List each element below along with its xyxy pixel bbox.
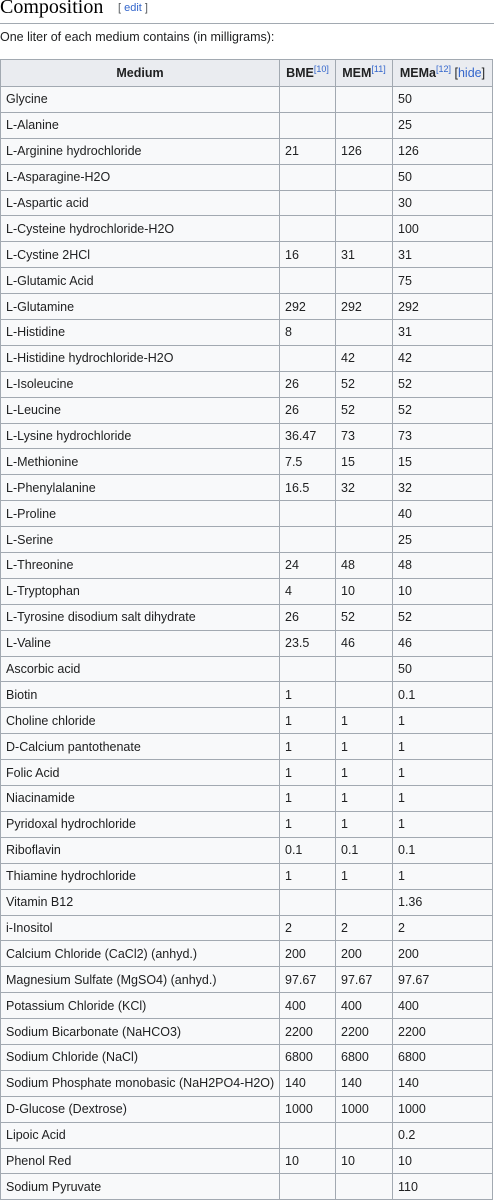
cell-medium: L-Histidine hydrochloride-H2O: [1, 345, 280, 371]
cell-medium: L-Cystine 2HCl: [1, 242, 280, 268]
table-row: [1, 837, 493, 863]
cell-medium: L-Phenylalanine: [1, 475, 280, 501]
cell-medium: Ascorbic acid: [1, 656, 280, 682]
header-medium: Medium: [1, 60, 280, 87]
cell-medium: Lipoic Acid: [1, 1122, 280, 1148]
table-row: [1, 630, 493, 656]
table-row: [1, 604, 493, 630]
cell-bme: 21: [280, 138, 336, 164]
table-row: [1, 216, 493, 242]
cell-medium: L-Histidine: [1, 320, 280, 346]
mem-reference-link[interactable]: [11]: [371, 63, 386, 74]
cell-mema: 42: [393, 345, 493, 371]
cell-medium: L-Arginine hydrochloride: [1, 138, 280, 164]
cell-bme: [280, 268, 336, 294]
cell-mem: 73: [336, 423, 393, 449]
cell-mem: 42: [336, 345, 393, 371]
cell-bme: [280, 889, 336, 915]
cell-bme: 7.5: [280, 449, 336, 475]
cell-mem: 126: [336, 138, 393, 164]
cell-mem: [336, 889, 393, 915]
table-row: [1, 682, 493, 708]
table-row: [1, 423, 493, 449]
cell-bme: [280, 216, 336, 242]
table-row: [1, 1044, 493, 1070]
table-row: [1, 578, 493, 604]
cell-bme: 1: [280, 734, 336, 760]
header-bme: [280, 60, 336, 87]
cell-mema: 25: [393, 112, 493, 138]
table-row: [1, 242, 493, 268]
cell-mema: 32: [393, 475, 493, 501]
header-mem-label: MEM: [342, 66, 372, 80]
cell-mem: 292: [336, 294, 393, 320]
cell-medium: L-Asparagine-H2O: [1, 164, 280, 190]
cell-mema: 73: [393, 423, 493, 449]
cell-bme: [280, 190, 336, 216]
table-row: [1, 889, 493, 915]
cell-mem: 97.67: [336, 967, 393, 993]
cell-medium: Pyridoxal hydrochloride: [1, 811, 280, 837]
cell-mem: 10: [336, 1148, 393, 1174]
table-row: [1, 87, 493, 113]
hide-bracket-close: ]: [481, 66, 486, 80]
cell-mem: 31: [336, 242, 393, 268]
cell-mem: 32: [336, 475, 393, 501]
cell-mem: [336, 87, 393, 113]
table-row: [1, 915, 493, 941]
cell-mema: 75: [393, 268, 493, 294]
cell-mem: 52: [336, 604, 393, 630]
intro-text: One liter of each medium contains (in milligrams):: [0, 30, 275, 44]
cell-bme: 6800: [280, 1044, 336, 1070]
cell-mema: 126: [393, 138, 493, 164]
cell-mema: 200: [393, 941, 493, 967]
cell-bme: 400: [280, 993, 336, 1019]
cell-bme: 1: [280, 682, 336, 708]
cell-mema: 48: [393, 553, 493, 579]
cell-medium: Sodium Phosphate monobasic (NaH2PO4-H2O): [1, 1070, 280, 1096]
cell-mem: 52: [336, 371, 393, 397]
cell-mema: 10: [393, 1148, 493, 1174]
cell-mem: 1000: [336, 1096, 393, 1122]
table-row: [1, 527, 493, 553]
cell-bme: 26: [280, 371, 336, 397]
cell-mem: 52: [336, 397, 393, 423]
cell-mema: 50: [393, 87, 493, 113]
cell-mem: [336, 1174, 393, 1200]
cell-mema: 100: [393, 216, 493, 242]
cell-mem: 0.1: [336, 837, 393, 863]
cell-mema: 52: [393, 371, 493, 397]
table-row: [1, 345, 493, 371]
cell-bme: 200: [280, 941, 336, 967]
cell-mema: 1: [393, 811, 493, 837]
table-row: [1, 941, 493, 967]
cell-bme: 1000: [280, 1096, 336, 1122]
mema-reference-link[interactable]: [12]: [436, 63, 452, 74]
table-row: [1, 164, 493, 190]
table-row: [1, 371, 493, 397]
table-row: [1, 1070, 493, 1096]
cell-mema: 292: [393, 294, 493, 320]
cell-mem: 2: [336, 915, 393, 941]
cell-medium: D-Calcium pantothenate: [1, 734, 280, 760]
cell-mem: 10: [336, 578, 393, 604]
cell-mem: 1: [336, 708, 393, 734]
cell-mema: 1: [393, 708, 493, 734]
edit-bracket-close: ]: [141, 2, 148, 14]
cell-mema: 40: [393, 501, 493, 527]
table-row: [1, 993, 493, 1019]
cell-medium: Riboflavin: [1, 837, 280, 863]
cell-medium: Sodium Bicarbonate (NaHCO3): [1, 1019, 280, 1045]
cell-bme: 1: [280, 760, 336, 786]
cell-medium: Choline chloride: [1, 708, 280, 734]
cell-bme: 26: [280, 604, 336, 630]
cell-mema: 110: [393, 1174, 493, 1200]
cell-bme: 16: [280, 242, 336, 268]
cell-mema: 97.67: [393, 967, 493, 993]
edit-section: [118, 2, 148, 14]
cell-medium: L-Cysteine hydrochloride-H2O: [1, 216, 280, 242]
cell-bme: 140: [280, 1070, 336, 1096]
cell-bme: 10: [280, 1148, 336, 1174]
table-row: [1, 967, 493, 993]
cell-mem: 140: [336, 1070, 393, 1096]
cell-bme: [280, 1122, 336, 1148]
cell-medium: L-Leucine: [1, 397, 280, 423]
cell-mema: 1: [393, 734, 493, 760]
cell-medium: L-Glutamine: [1, 294, 280, 320]
edit-bracket-open: [: [118, 2, 125, 14]
cell-bme: 24: [280, 553, 336, 579]
cell-mem: 6800: [336, 1044, 393, 1070]
cell-mem: 46: [336, 630, 393, 656]
composition-table: [0, 59, 493, 1200]
cell-bme: 16.5: [280, 475, 336, 501]
cell-mema: 15: [393, 449, 493, 475]
cell-mema: 1: [393, 786, 493, 812]
cell-mema: 10: [393, 578, 493, 604]
cell-bme: [280, 345, 336, 371]
cell-medium: Folic Acid: [1, 760, 280, 786]
table-row: [1, 786, 493, 812]
hide-link[interactable]: hide: [457, 66, 482, 80]
cell-medium: Sodium Chloride (NaCl): [1, 1044, 280, 1070]
cell-bme: [280, 527, 336, 553]
table-header-row: [1, 60, 493, 87]
table-row: [1, 811, 493, 837]
table-row: [1, 553, 493, 579]
cell-mem: 2200: [336, 1019, 393, 1045]
cell-bme: 26: [280, 397, 336, 423]
section-title: Composition: [0, 0, 104, 18]
cell-mema: 50: [393, 656, 493, 682]
table-row: [1, 320, 493, 346]
cell-mem: 1: [336, 760, 393, 786]
cell-mema: 31: [393, 320, 493, 346]
cell-mem: [336, 656, 393, 682]
section-heading: [0, 0, 494, 24]
cell-medium: L-Tyrosine disodium salt dihydrate: [1, 604, 280, 630]
table-row: [1, 734, 493, 760]
cell-mem: 1: [336, 786, 393, 812]
table-row: [1, 397, 493, 423]
cell-mema: 1: [393, 863, 493, 889]
cell-bme: 2: [280, 915, 336, 941]
cell-medium: L-Tryptophan: [1, 578, 280, 604]
cell-mema: 30: [393, 190, 493, 216]
hide-bracket-open: [: [451, 66, 458, 80]
cell-medium: Biotin: [1, 682, 280, 708]
cell-bme: 23.5: [280, 630, 336, 656]
table-row: [1, 708, 493, 734]
cell-mem: [336, 527, 393, 553]
table-body: [1, 87, 493, 1200]
table-row: [1, 760, 493, 786]
cell-medium: L-Alanine: [1, 112, 280, 138]
cell-mema: 25: [393, 527, 493, 553]
cell-bme: 0.1: [280, 837, 336, 863]
table-row: [1, 449, 493, 475]
cell-medium: Niacinamide: [1, 786, 280, 812]
hide-toggle: [451, 66, 485, 80]
cell-medium: L-Methionine: [1, 449, 280, 475]
cell-mema: 46: [393, 630, 493, 656]
cell-bme: [280, 501, 336, 527]
table-row: [1, 1019, 493, 1045]
header-mema: [393, 60, 493, 87]
cell-mema: 52: [393, 604, 493, 630]
cell-medium: L-Aspartic acid: [1, 190, 280, 216]
cell-medium: Magnesium Sulfate (MgSO4) (anhyd.): [1, 967, 280, 993]
cell-medium: Sodium Pyruvate: [1, 1174, 280, 1200]
cell-mema: 52: [393, 397, 493, 423]
cell-mem: 1: [336, 863, 393, 889]
table-row: [1, 138, 493, 164]
cell-medium: L-Isoleucine: [1, 371, 280, 397]
cell-mema: 400: [393, 993, 493, 1019]
table-row: [1, 268, 493, 294]
cell-medium: L-Serine: [1, 527, 280, 553]
cell-bme: [280, 656, 336, 682]
cell-bme: 36.47: [280, 423, 336, 449]
table-row: [1, 656, 493, 682]
cell-bme: [280, 1174, 336, 1200]
bme-reference-link[interactable]: [10]: [313, 63, 329, 74]
cell-mema: 6800: [393, 1044, 493, 1070]
cell-mem: 15: [336, 449, 393, 475]
table-row: [1, 1122, 493, 1148]
cell-medium: Vitamin B12: [1, 889, 280, 915]
cell-bme: 1: [280, 786, 336, 812]
cell-bme: 8: [280, 320, 336, 346]
edit-link[interactable]: edit: [124, 2, 142, 14]
cell-bme: 1: [280, 811, 336, 837]
cell-medium: L-Valine: [1, 630, 280, 656]
cell-mema: 140: [393, 1070, 493, 1096]
cell-mem: [336, 501, 393, 527]
cell-medium: Calcium Chloride (CaCl2) (anhyd.): [1, 941, 280, 967]
cell-mema: 1.36: [393, 889, 493, 915]
cell-medium: Thiamine hydrochloride: [1, 863, 280, 889]
cell-bme: 2200: [280, 1019, 336, 1045]
cell-mema: 0.2: [393, 1122, 493, 1148]
cell-bme: [280, 112, 336, 138]
cell-mem: [336, 1122, 393, 1148]
cell-bme: 4: [280, 578, 336, 604]
cell-mema: 0.1: [393, 837, 493, 863]
cell-mema: 0.1: [393, 682, 493, 708]
cell-bme: 1: [280, 708, 336, 734]
cell-mema: 2: [393, 915, 493, 941]
cell-bme: [280, 87, 336, 113]
cell-medium: Potassium Chloride (KCl): [1, 993, 280, 1019]
cell-mema: 31: [393, 242, 493, 268]
cell-mem: [336, 320, 393, 346]
cell-mem: [336, 112, 393, 138]
cell-medium: i-Inositol: [1, 915, 280, 941]
cell-mem: [336, 268, 393, 294]
table-row: [1, 863, 493, 889]
cell-mema: 1: [393, 760, 493, 786]
cell-medium: Phenol Red: [1, 1148, 280, 1174]
header-bme-label: BME: [286, 66, 314, 80]
cell-mem: 400: [336, 993, 393, 1019]
cell-medium: D-Glucose (Dextrose): [1, 1096, 280, 1122]
cell-mem: 48: [336, 553, 393, 579]
table-row: [1, 501, 493, 527]
table-row: [1, 190, 493, 216]
cell-medium: L-Glutamic Acid: [1, 268, 280, 294]
cell-mema: 1000: [393, 1096, 493, 1122]
cell-mema: 50: [393, 164, 493, 190]
cell-mem: [336, 682, 393, 708]
table-row: [1, 1148, 493, 1174]
table-row: [1, 112, 493, 138]
cell-medium: L-Proline: [1, 501, 280, 527]
cell-bme: 292: [280, 294, 336, 320]
header-mem: [336, 60, 393, 87]
table-row: [1, 1174, 493, 1200]
cell-mem: [336, 216, 393, 242]
cell-mem: 1: [336, 734, 393, 760]
cell-bme: 1: [280, 863, 336, 889]
cell-medium: L-Threonine: [1, 553, 280, 579]
cell-bme: [280, 164, 336, 190]
header-mema-label: MEMa: [399, 66, 437, 80]
cell-mem: 1: [336, 811, 393, 837]
cell-mema: 2200: [393, 1019, 493, 1045]
table-row: [1, 294, 493, 320]
cell-mem: 200: [336, 941, 393, 967]
table-row: [1, 475, 493, 501]
cell-mem: [336, 190, 393, 216]
cell-medium: Glycine: [1, 87, 280, 113]
cell-mem: [336, 164, 393, 190]
table-row: [1, 1096, 493, 1122]
cell-bme: 97.67: [280, 967, 336, 993]
cell-medium: L-Lysine hydrochloride: [1, 423, 280, 449]
